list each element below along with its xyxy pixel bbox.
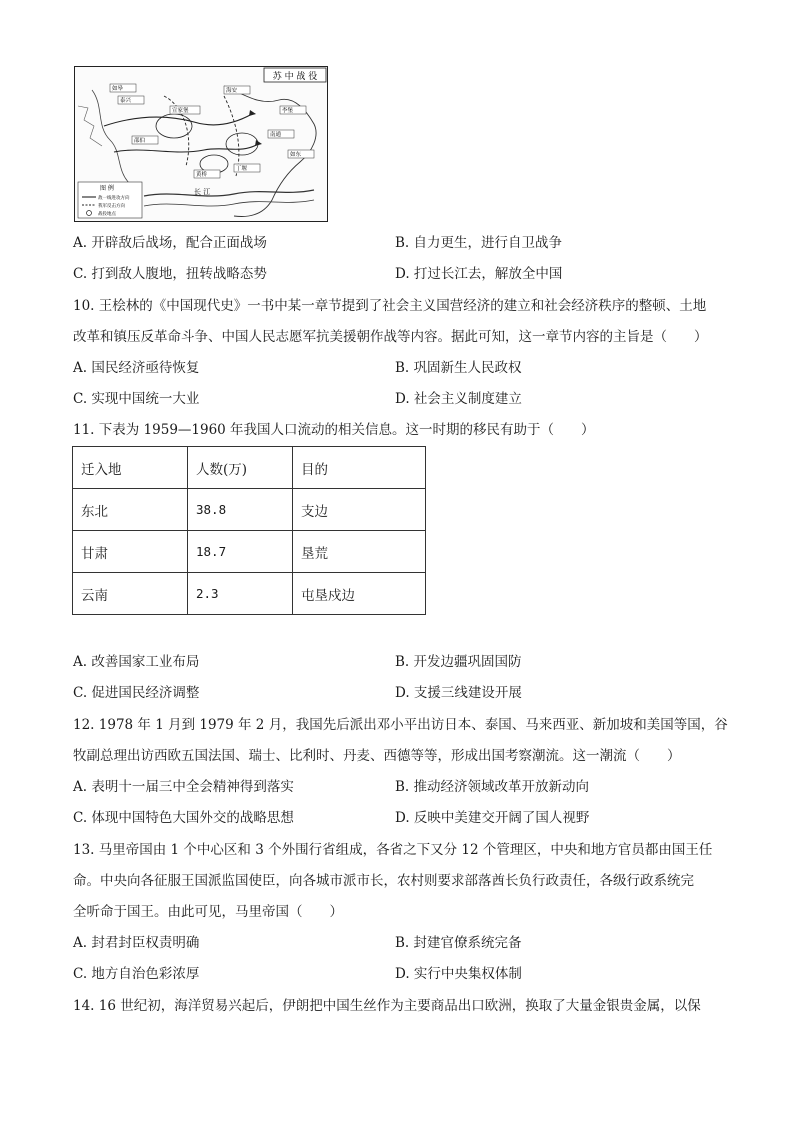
q11-option-d[interactable]: D. 支援三线建设开展 <box>395 685 522 701</box>
q13-option-c[interactable]: C. 地方自治色彩浓厚 <box>73 966 200 982</box>
table-cell: 东北 <box>73 489 188 531</box>
q13-stem-line2: 命。中央向各征服王国派监国使臣，向各城市派市长，农村则要求部落酋长负行政责任，各级行政系统完 <box>73 873 694 889</box>
river-label: 长 江 <box>194 188 211 196</box>
svg-text:我军反击方向: 我军反击方向 <box>98 204 125 209</box>
q12-option-b[interactable]: B. 推动经济领域改革开放新动向 <box>395 779 590 795</box>
q13-option-a[interactable]: A. 封君封臣权责明确 <box>73 935 200 951</box>
table-header-cell: 人数(万) <box>188 447 293 489</box>
q12-option-d[interactable]: D. 反映中美建交开阔了国人视野 <box>395 810 590 826</box>
table-cell: 支边 <box>293 489 426 531</box>
table-header-cell: 目的 <box>293 447 426 489</box>
table-cell: 38.8 <box>188 489 293 531</box>
q13-stem-line3: 全听命于国王。由此可见，马里帝国（ ） <box>73 904 343 920</box>
svg-text:丁堰: 丁堰 <box>236 166 248 172</box>
table-row <box>73 489 426 531</box>
svg-text:宣家堡: 宣家堡 <box>172 108 189 114</box>
svg-text:南通: 南通 <box>270 132 282 138</box>
svg-text:海安: 海安 <box>226 88 238 94</box>
q14-stem-line1: 14. 16 世纪初，海洋贸易兴起后，伊朗把中国生丝作为主要商品出口欧洲，换取了大量金银贵金属，以保 <box>73 998 701 1014</box>
q11-option-a[interactable]: A. 改善国家工业布局 <box>73 654 200 670</box>
svg-text:如皋: 如皋 <box>112 86 124 92</box>
q10-option-a[interactable]: A. 国民经济亟待恢复 <box>73 360 200 376</box>
migration-table <box>72 446 426 615</box>
q12-stem-line1: 12. 1978 年 1 月到 1979 年 2 月，我国先后派出邓小平出访日本、泰国、马来西亚、新加坡和美国等国，谷 <box>73 717 728 733</box>
map-title: 苏 中 战 役 <box>272 72 318 82</box>
svg-text:敌一线进攻方向: 敌一线进攻方向 <box>98 196 130 201</box>
q13-option-b[interactable]: B. 封建官僚系统完备 <box>395 935 522 951</box>
table-cell: 屯垦戍边 <box>293 573 426 615</box>
q10-option-d[interactable]: D. 社会主义制度建立 <box>395 391 522 407</box>
q9-option-d[interactable]: D. 打过长江去，解放全中国 <box>395 266 563 282</box>
table-row <box>73 573 426 615</box>
q10-option-c[interactable]: C. 实现中国统一大业 <box>73 391 200 407</box>
table-header-cell: 迁入地 <box>73 447 188 489</box>
table-row <box>73 531 426 573</box>
table-cell: 垦荒 <box>293 531 426 573</box>
svg-text:如东: 如东 <box>290 152 302 158</box>
svg-text:李堡: 李堡 <box>282 108 294 114</box>
q12-option-c[interactable]: C. 体现中国特色大国外交的战略思想 <box>73 810 294 826</box>
q13-stem-line1: 13. 马里帝国由 1 个中心区和 3 个外围行省组成，各省之下又分 12 个管理区，中央和地方官员都由国王任 <box>73 842 713 858</box>
svg-text:黄桥: 黄桥 <box>196 172 208 178</box>
q9-option-c[interactable]: C. 打到敌人腹地，扭转战略态势 <box>73 266 267 282</box>
q11-option-c[interactable]: C. 促进国民经济调整 <box>73 685 200 701</box>
q11-stem: 11. 下表为 1959—1960 年我国人口流动的相关信息。这一时期的移民有助于（ ） <box>73 422 595 438</box>
map-legend <box>78 182 142 218</box>
svg-text:图 例: 图 例 <box>100 185 114 192</box>
q11-option-b[interactable]: B. 开发边疆巩固国防 <box>395 654 522 670</box>
q12-stem-line2: 牧副总理出访西欧五国法国、瑞士、比利时、丹麦、西德等等，形成出国考察潮流。这一潮流（ ） <box>73 748 681 764</box>
table-cell: 2.3 <box>188 573 293 615</box>
q10-stem-line1: 10. 王桧林的《中国现代史》一书中某一章节提到了社会主义国营经济的建立和社会经济秩序的整顿、土地 <box>73 298 707 314</box>
table-header-row <box>73 447 426 489</box>
q10-stem-line2: 改革和镇压反革命斗争、中国人民志愿军抗美援朝作战等内容。据此可知，这一章节内容的主旨是（ ） <box>73 329 708 345</box>
q10-option-b[interactable]: B. 巩固新生人民政权 <box>395 360 522 376</box>
q13-option-d[interactable]: D. 实行中央集权体制 <box>395 966 522 982</box>
svg-text:邵伯: 邵伯 <box>134 138 146 144</box>
q9-option-a[interactable]: A. 开辟敌后战场，配合正面战场 <box>73 235 267 251</box>
table-cell: 云南 <box>73 573 188 615</box>
table-cell: 18.7 <box>188 531 293 573</box>
svg-text:泰兴: 泰兴 <box>120 98 132 104</box>
q9-option-b[interactable]: B. 自力更生，进行自卫战争 <box>395 235 563 251</box>
table-cell: 甘肃 <box>73 531 188 573</box>
campaign-map <box>74 66 328 222</box>
q12-option-a[interactable]: A. 表明十一届三中全会精神得到落实 <box>73 779 294 795</box>
svg-text:战役地点: 战役地点 <box>98 212 116 217</box>
